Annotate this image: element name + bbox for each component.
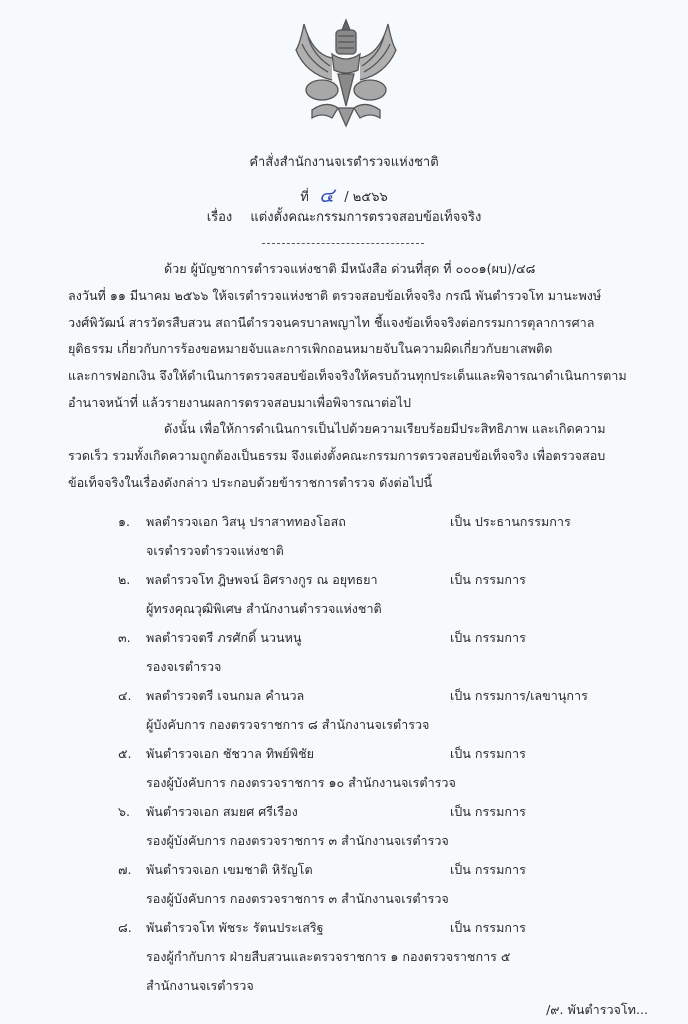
- member-index: ๕.: [118, 746, 132, 761]
- member-position: รองผู้บังคับการ กองตรวจราชการ ๓ สำนักงานจเรตำรวจ: [146, 891, 449, 906]
- paragraph-line: รวดเร็ว รวมทั้งเกิดความถูกต้องเป็นธรรม จึงแต่งตั้งคณะกรรมการตรวจสอบข้อเท็จจริง เพื่อตรวจสอบ: [68, 447, 606, 463]
- member-name: พันตำรวจโท พัชระ รัตนประเสริฐ: [146, 920, 324, 935]
- paragraph-line: ยุติธรรม เกี่ยวกับการร้องขอหมายจับและการเพิกถอนหมายจับในความผิดเกี่ยวกับยาเสพติด: [68, 341, 553, 357]
- member-index: ๖.: [118, 804, 130, 819]
- member-name: พันตำรวจเอก เขมชาติ หิรัญโต: [146, 862, 313, 877]
- order-subject: [0, 206, 688, 227]
- member-role: เป็น กรรมการ: [450, 572, 526, 587]
- header-divider: [262, 243, 424, 244]
- member-index: ๔.: [118, 688, 132, 703]
- member-item: [118, 741, 678, 799]
- page-continuation: /๙. พันตำรวจโท...: [546, 1002, 648, 1017]
- committee-members-list: [118, 509, 678, 1003]
- order-number-year: / ๒๕๖๖: [344, 190, 388, 205]
- paragraph-line: ลงวันที่ ๑๑ มีนาคม ๒๕๖๖ ให้จเรตำรวจแห่งชาติ ตรวจสอบข้อเท็จจริง กรณี พันตำรวจโท มานะพงษ์: [68, 287, 602, 303]
- member-name: พันตำรวจเอก สมยศ ศรีเรือง: [146, 804, 298, 819]
- member-position: รองผู้กำกับการ ฝ่ายสืบสวนและตรวจราชการ ๑ กองตรวจราชการ ๕: [146, 949, 511, 964]
- member-name: พลตำรวจตรี เจนกมล คำนวล: [146, 688, 305, 703]
- member-position: ผู้บังคับการ กองตรวจราชการ ๘ สำนักงานจเรตำรวจ: [146, 717, 430, 732]
- member-name: พลตำรวจตรี ภรศักดิ์ นวนหนู: [146, 630, 302, 645]
- member-position: ผู้ทรงคุณวุฒิพิเศษ สำนักงานตำรวจแห่งชาติ: [146, 601, 382, 616]
- member-index: ๗.: [118, 862, 132, 877]
- member-index: ๓.: [118, 630, 131, 645]
- member-index: ๒.: [118, 572, 131, 587]
- member-item: [118, 567, 678, 625]
- member-position: รองจเรตำรวจ: [146, 659, 222, 674]
- member-role: เป็น กรรมการ/เลขานุการ: [450, 688, 588, 703]
- member-position: รองผู้บังคับการ กองตรวจราชการ ๓ สำนักงานจเรตำรวจ: [146, 833, 449, 848]
- member-role: เป็น กรรมการ: [450, 746, 526, 761]
- paragraph-1: [68, 256, 668, 417]
- order-title: คำสั่งสำนักงานจเรตำรวจแห่งชาติ: [249, 155, 439, 170]
- member-role: เป็น กรรมการ: [450, 862, 526, 877]
- member-item: [118, 509, 678, 567]
- subject-text: แต่งตั้งคณะกรรมการตรวจสอบข้อเท็จจริง: [250, 210, 482, 225]
- paragraph-line: อำนาจหน้าที่ แล้วรายงานผลการตรวจสอบมาเพื่อพิจารณาต่อไป: [68, 394, 412, 410]
- garuda-emblem-icon: [282, 14, 410, 132]
- member-index: ๑.: [118, 514, 130, 529]
- paragraph-line: วงศ์พิวัฒน์ สารวัตรสืบสวน สถานีตำรวจนครบาลพญาไท ชี้แจงข้อเท็จจริงต่อกรรมการตุลาการศาล: [68, 314, 595, 330]
- member-index: ๘.: [118, 920, 132, 935]
- member-item: [118, 799, 678, 857]
- subject-label: เรื่อง: [206, 210, 233, 225]
- member-role: เป็น กรรมการ: [450, 920, 526, 935]
- order-number-handwritten: ๔: [319, 183, 335, 207]
- order-number-prefix: ที่: [300, 190, 309, 205]
- member-name: พันตำรวจเอก ชัชวาล ทิพย์พิชัย: [146, 746, 315, 761]
- member-name: พลตำรวจโท ฎิษพจน์ อิศรางกูร ณ อยุทธยา: [146, 572, 378, 587]
- paragraph-line: และการฟอกเงิน จึงให้ดำเนินการตรวจสอบข้อเท็จจริงให้ครบถ้วนทุกประเด็นและพิจารณาดำเนินการตาม: [68, 368, 627, 384]
- member-role: เป็น กรรมการ: [450, 804, 526, 819]
- member-item: [118, 683, 678, 741]
- member-position: สำนักงานจเรตำรวจ: [146, 978, 254, 993]
- member-role: เป็น กรรมการ: [450, 630, 526, 645]
- member-name: พลตำรวจเอก วิสนุ ปราสาททองโอสถ: [146, 514, 346, 529]
- member-position: จเรตำรวจตำรวจแห่งชาติ: [146, 543, 284, 558]
- paragraph-line: ดังนั้น เพื่อให้การดำเนินการเป็นไปด้วยความเรียบร้อยมีประสิทธิภาพ และเกิดความ: [164, 421, 606, 436]
- member-item: [118, 857, 678, 915]
- member-position: รองผู้บังคับการ กองตรวจราชการ ๑๐ สำนักงานจเรตำรวจ: [146, 775, 456, 790]
- member-item: [118, 625, 678, 683]
- member-role: เป็น ประธานกรรมการ: [450, 514, 571, 529]
- paragraph-2: [68, 416, 668, 496]
- paragraph-line: ด้วย ผู้บัญชาการตำรวจแห่งชาติ มีหนังสือ ด่วนที่สุด ที่ ๐๐๐๑(ผบ)/๔๘: [164, 261, 536, 276]
- member-item: [118, 915, 678, 1003]
- paragraph-line: ข้อเท็จจริงในเรื่องดังกล่าว ประกอบด้วยข้าราชการตำรวจ ดังต่อไปนี้: [68, 474, 433, 490]
